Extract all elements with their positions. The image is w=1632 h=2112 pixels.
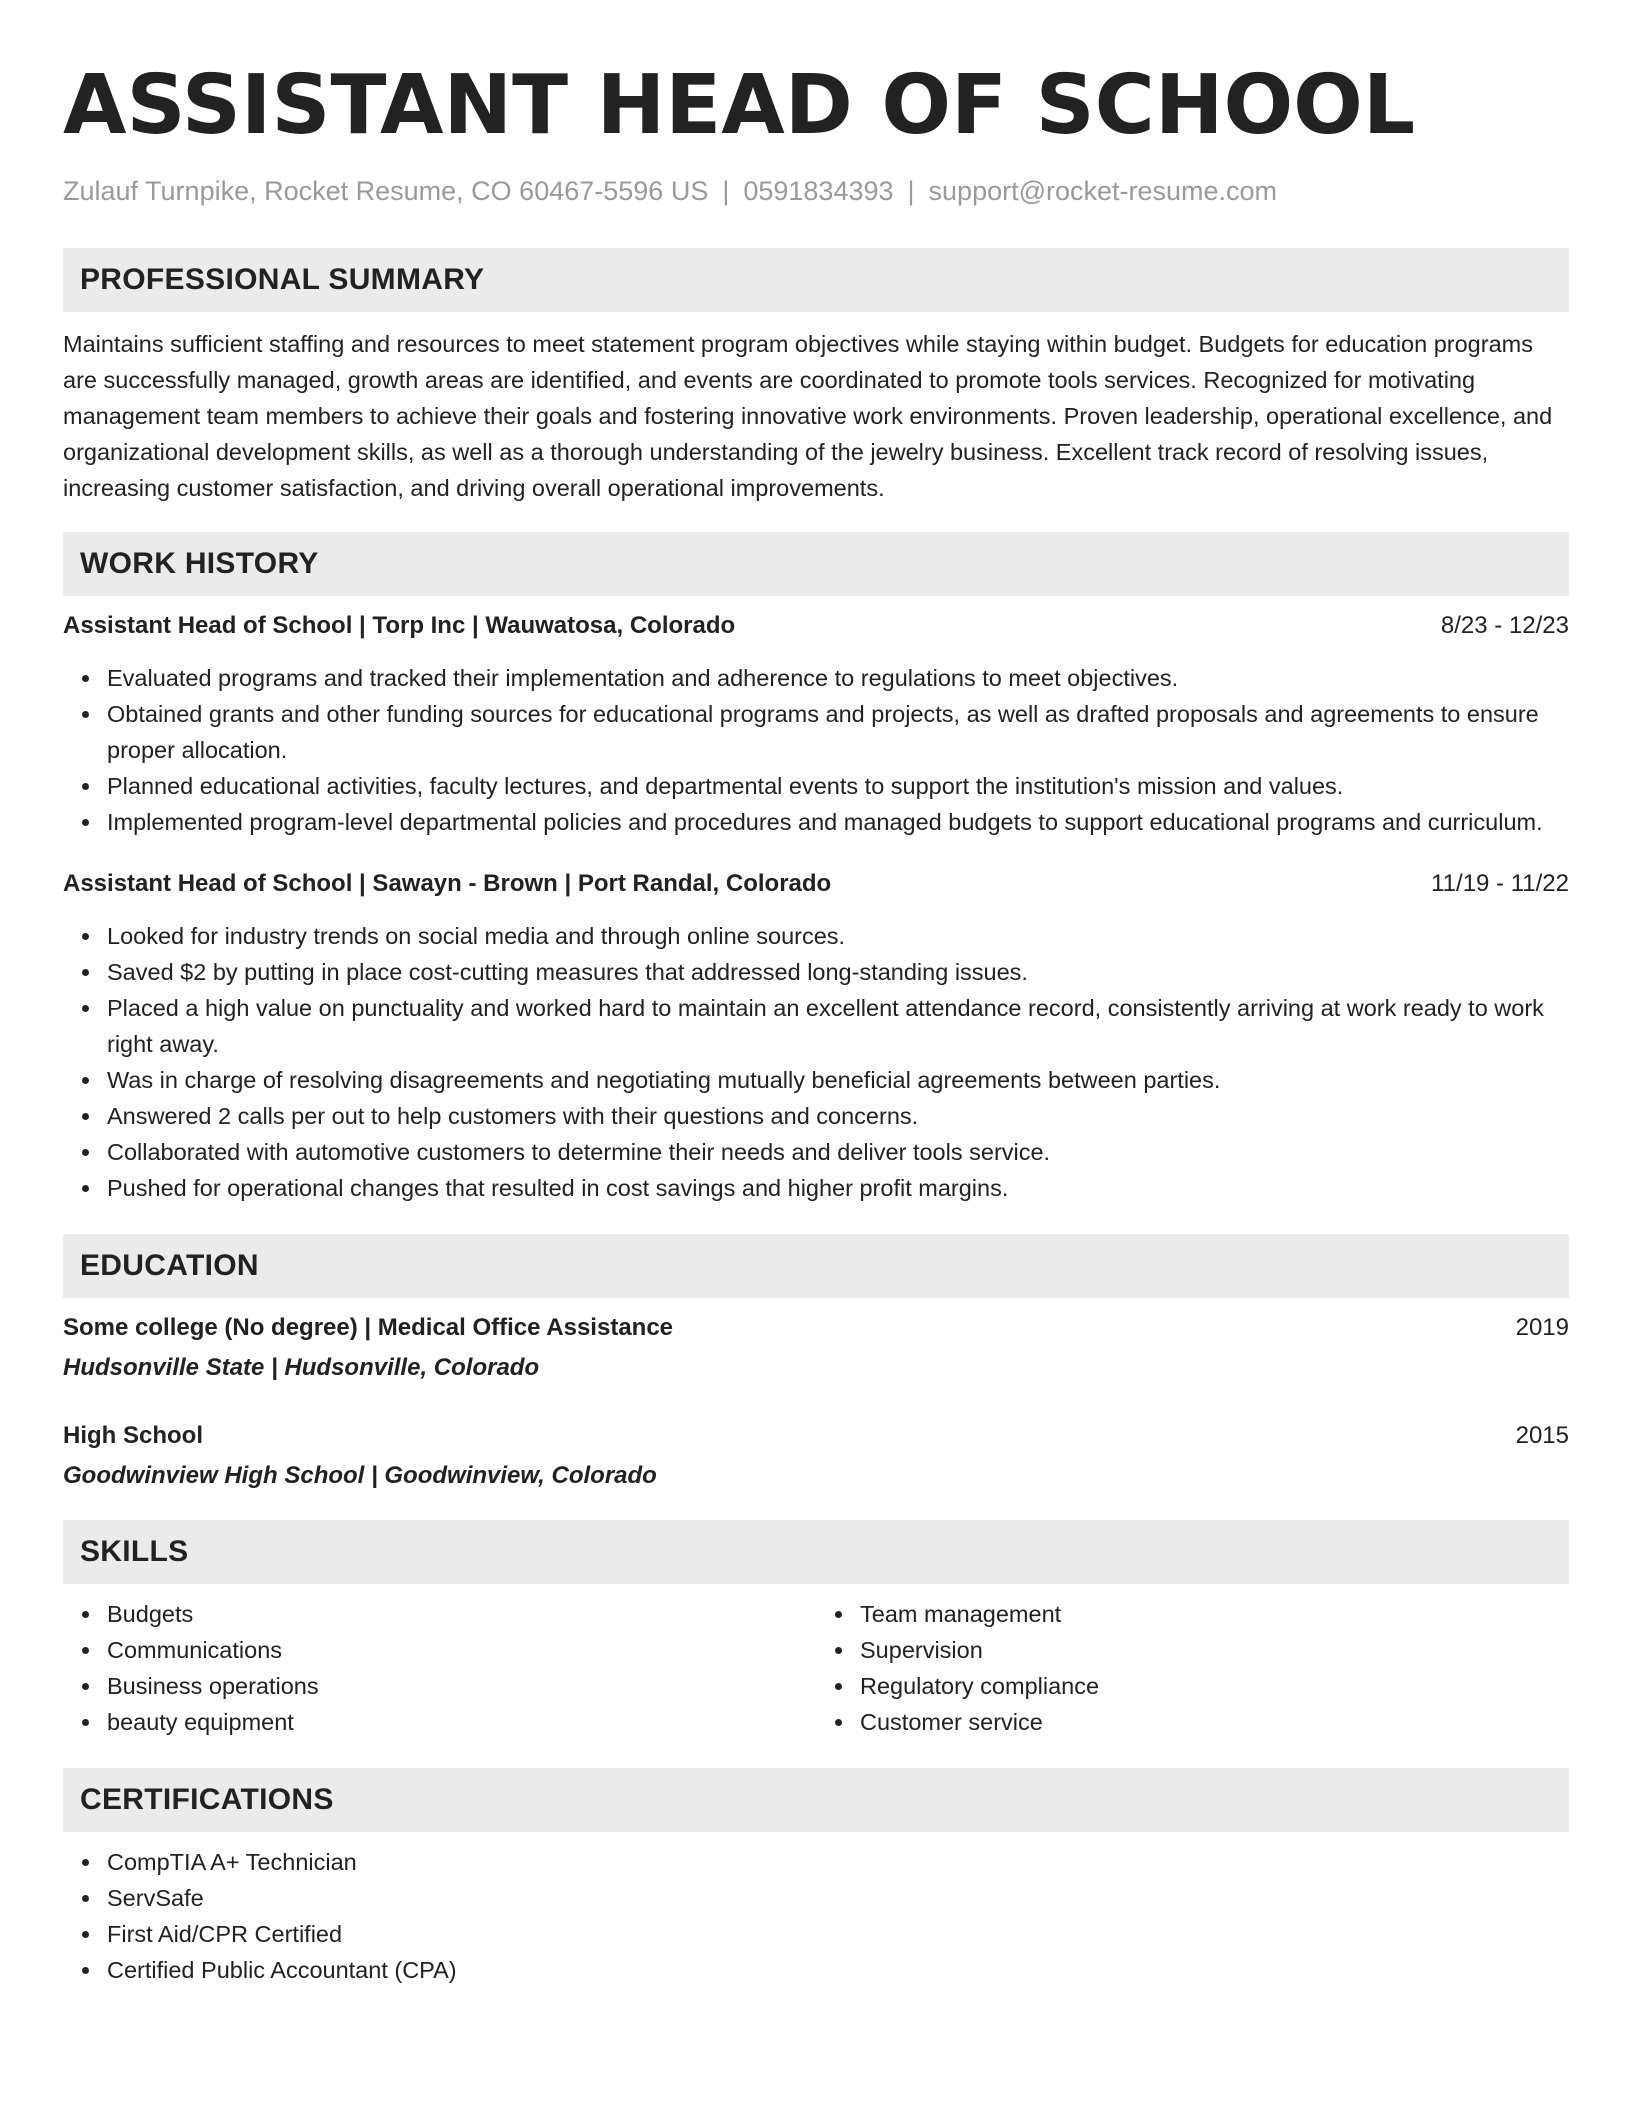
list-item: Planned educational activities, faculty lectures, and departmental events to support the institution's mission and values.: [107, 768, 1569, 804]
contact-line: [63, 174, 1569, 208]
contact-separator: |: [722, 176, 730, 206]
list-item: Answered 2 calls per out to help customers with their questions and concerns.: [107, 1098, 1569, 1134]
contact-address: Zulauf Turnpike, Rocket Resume, CO 60467-5596 US: [63, 176, 709, 206]
section-heading-certifications: CERTIFICATIONS: [63, 1768, 1569, 1832]
education-year: 2019: [1515, 1314, 1569, 1341]
skills-columns: [63, 1596, 1569, 1740]
section-heading-education: EDUCATION: [63, 1234, 1569, 1298]
summary-text: Maintains sufficient staffing and resources to meet statement program objectives while staying within budget. Budgets for education programs are successfully managed, growth areas are identified, and events are coordinated to promote tools services. Recognized for motivating management team members to achieve their goals and fostering innovative work environments. Proven leadership, operational excellence, and organizational development skills, as well as a thorough understanding of the jewelry business. Excellent track record of resolving issues, increasing customer satisfaction, and driving overall operational improvements.: [63, 331, 1553, 501]
job-header: [63, 866, 1569, 902]
job-title: Assistant Head of School | Torp Inc | Wauwatosa, Colorado: [63, 612, 736, 639]
contact-separator: |: [907, 176, 915, 206]
section-heading-skills: SKILLS: [63, 1520, 1569, 1584]
list-item: Regulatory compliance: [860, 1668, 1569, 1704]
list-item: Budgets: [107, 1596, 816, 1632]
list-item: Evaluated programs and tracked their implementation and adherence to regulations to meet objectives.: [107, 660, 1569, 696]
contact-email: support@rocket-resume.com: [928, 176, 1278, 206]
list-item: Looked for industry trends on social media and through online sources.: [107, 918, 1569, 954]
section-heading-summary: PROFESSIONAL SUMMARY: [63, 248, 1569, 312]
list-item: Placed a high value on punctuality and worked hard to maintain an excellent attendance record, consistently arriving at work ready to work right away.: [107, 990, 1569, 1062]
job-dates: 11/19 - 11/22: [1431, 870, 1569, 897]
list-item: ServSafe: [107, 1880, 1569, 1916]
job-entry: [63, 866, 1569, 1206]
list-item: Implemented program-level departmental policies and procedures and managed budgets to support educational programs and curriculum.: [107, 804, 1569, 840]
candidate-name: ASSISTANT HEAD OF SCHOOL: [63, 58, 1416, 153]
job-bullets: [63, 660, 1569, 840]
skills-list-right: [816, 1596, 1569, 1740]
list-item: Obtained grants and other funding sources for educational programs and projects, as well as drafted proposals and agreements to ensure proper allocation.: [107, 696, 1569, 768]
list-item: Collaborated with automotive customers to determine their needs and deliver tools service.: [107, 1134, 1569, 1170]
list-item: Pushed for operational changes that resulted in cost savings and higher profit margins.: [107, 1170, 1569, 1206]
education-entry: [63, 1310, 1569, 1386]
list-item: Business operations: [107, 1668, 816, 1704]
list-item: Team management: [860, 1596, 1569, 1632]
job-dates: 8/23 - 12/23: [1440, 612, 1569, 639]
education-school: Hudsonville State | Hudsonville, Colorado: [63, 1354, 540, 1381]
job-entry: [63, 608, 1569, 840]
job-bullets: [63, 918, 1569, 1206]
education-year: 2015: [1515, 1422, 1569, 1449]
job-header: [63, 608, 1569, 644]
list-item: Communications: [107, 1632, 816, 1668]
education-degree: Some college (No degree) | Medical Office Assistance: [63, 1314, 674, 1341]
list-item: Supervision: [860, 1632, 1569, 1668]
list-item: CompTIA A+ Technician: [107, 1844, 1569, 1880]
education-entry: [63, 1418, 1569, 1494]
job-title: Assistant Head of School | Sawayn - Brown | Port Randal, Colorado: [63, 870, 832, 897]
contact-phone: 0591834393: [743, 176, 894, 206]
list-item: First Aid/CPR Certified: [107, 1916, 1569, 1952]
education-header: [63, 1310, 1569, 1346]
education-school: Goodwinview High School | Goodwinview, Colorado: [63, 1462, 657, 1489]
list-item: beauty equipment: [107, 1704, 816, 1740]
list-item: Customer service: [860, 1704, 1569, 1740]
list-item: Was in charge of resolving disagreements and negotiating mutually beneficial agreements between parties.: [107, 1062, 1569, 1098]
list-item: Certified Public Accountant (CPA): [107, 1952, 1569, 1988]
section-heading-work-history: WORK HISTORY: [63, 532, 1569, 596]
education-header: [63, 1418, 1569, 1454]
education-degree: High School: [63, 1422, 203, 1449]
skills-list-left: [63, 1596, 816, 1740]
certifications-list: [63, 1844, 1569, 1988]
list-item: Saved $2 by putting in place cost-cutting measures that addressed long-standing issues.: [107, 954, 1569, 990]
